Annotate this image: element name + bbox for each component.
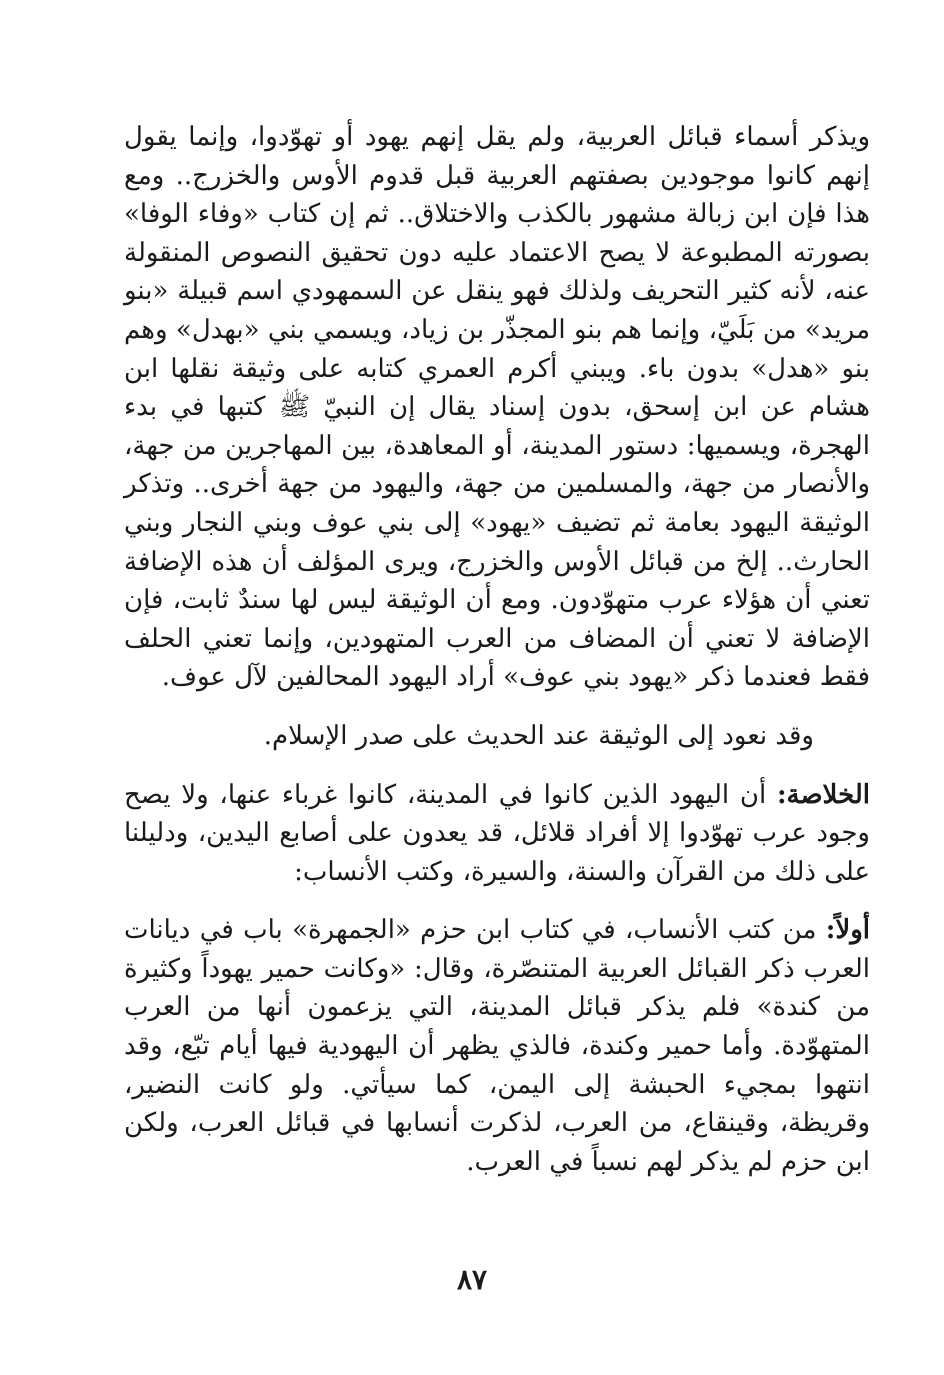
page-number: ٨٧ (456, 1263, 488, 1296)
paragraph-1 (124, 118, 870, 697)
summary-text: أن اليهود الذين كانوا في المدينة، كانوا غرباء عنها، ولا يصح وجود عرب تهوّدوا إلا أفراد قلائل، قد يعدون على أصابع اليدين، ودليلنا على ذلك من القرآن والسنة، والسيرة، وكتب الأنساب: (124, 779, 870, 887)
summary-heading: الخلاصة: (776, 779, 870, 810)
first-point-text: من كتب الأنساب، في كتاب ابن حزم «الجمهرة» باب في ديانات العرب ذكر القبائل العربية المتنصّرة، وقال: «وكانت حمير يهوداً وكثيرة من كندة» فلم يذكر قبائل المدينة، التي يزعمون أنها من العرب المتهوّدة. وأما حمير وكندة، فالذي يظهر أن اليهودية فيها أيام تبّع، وقد انتهوا بمجيء الحبشة إلى اليمن، كما سيأتي. ولو كانت النضير، وقريظة، وقينقاع، من العرب، لذكرت أنسابها في قبائل العرب، ولكن ابن حزم لم يذكر لهم نسباً في العرب. (124, 915, 870, 1177)
paragraph-summary (124, 776, 870, 892)
paragraph-1-text: ويذكر أسماء قبائل العربية، ولم يقل إنهم يهود أو تهوّدوا، وإنما يقول إنهم كانوا موجودين بصفتهم العربية قبل قدوم الأوس والخزرج.. ومع هذا فإن ابن زبالة مشهور بالكذب والاختلاق.. ثم إن كتاب «وفاء الوفا» بصورته المطبوعة لا يصح الاعتماد عليه دون تحقيق النصوص المنقولة عنه، لأنه كثير التحريف ولذلك فهو ينقل عن السمهودي اسم قبيلة «بنو مريد» من بَلَيّ، وإنما هم بنو المجذّر بن زياد، ويسمي بني «بهدل» وهم بنو «هدل» بدون باء. ويبني أكرم العمري كتابه على وثيقة نقلها ابن هشام عن ابن إسحق، بدون إسناد يقال إن النبيّ ﷺ كتبها في بدء الهجرة، ويسميها: دستور المدينة، أو المعاهدة، بين المهاجرين من جهة، والأنصار من جهة، والمسلمين من جهة، واليهود من جهة أخرى.. وتذكر الوثيقة اليهود بعامة ثم تضيف «يهود» إلى بني عوف وبني النجار وبني الحارث.. إلخ من قبائل الأوس والخزرج، ويرى المؤلف أن هذه الإضافة تعني أن هؤلاء عرب متهوّدون. ومع أن الوثيقة ليس لها سندٌ ثابت، فإن الإضافة لا تعني أن المضاف من العرب المتهودين، وإنما تعني الحلف فقط فعندما ذكر «يهود بني عوف» أراد اليهود المحالفين لآل عوف. (124, 122, 870, 693)
first-point-heading: أولاً: (825, 915, 870, 946)
page-body (124, 118, 870, 1181)
paragraph-2 (124, 717, 870, 756)
paragraph-2-text: وقد نعود إلى الوثيقة عند الحديث على صدر الإسلام. (263, 720, 814, 751)
paragraph-first-point (124, 911, 870, 1181)
